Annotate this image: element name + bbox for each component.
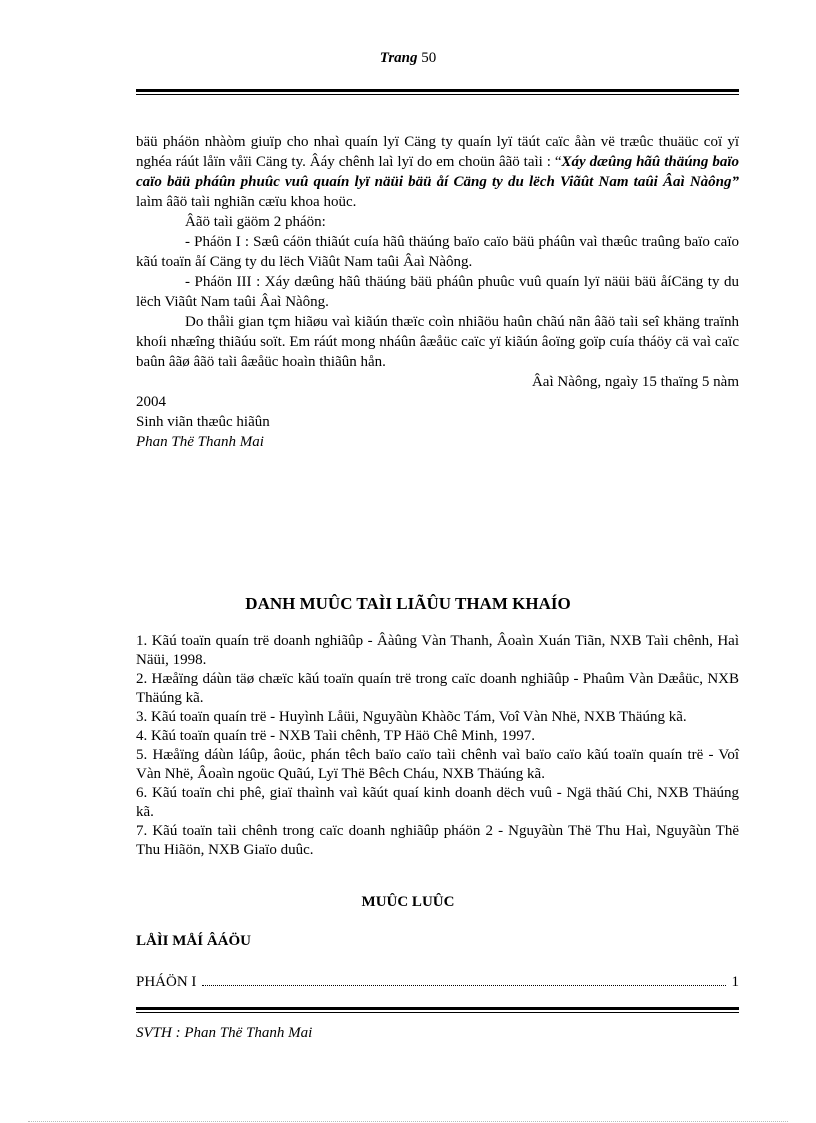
- date-line: Âaì Nàông, ngaìy 15 thaïng 5 nàm: [531, 374, 739, 390]
- reference-item: 4. Kãú toaïn quaín trë - NXB Taìi chênh, TP Häö Chê Minh, 1997.: [136, 728, 536, 744]
- page-label: Trang: [379, 50, 418, 66]
- toc-row-page: 1: [731, 974, 739, 990]
- page-header: [0, 50, 816, 67]
- structure-line: Âãö taìi gäöm 2 pháön:: [185, 214, 326, 230]
- toc-leader-dots: [202, 973, 725, 986]
- year-line: 2004: [136, 394, 166, 410]
- part-three-line: - Pháön III : Xáy dæûng hãû thäúng bäü pháûn phuûc vuû quaín lyï näüi bäü åíCäng ty du lëch Viãût Nam taûi Âaì Nàông.: [136, 274, 739, 310]
- toc-title: MUÛC LUÛC: [361, 894, 455, 910]
- reference-item: 1. Kãú toaïn quaín trë doanh nghiãûp - Âàûng Vàn Thanh, Âoaìn Xuán Tiãn, NXB Taìi chênh, Haì Näüi, 1998.: [136, 633, 739, 668]
- references-title: DANH MUÛC TAÌI LIÃÛU THAM KHAÍO: [245, 594, 571, 613]
- toc-row-label: PHÁÖN I: [136, 974, 197, 990]
- reference-item: 2. Hæåïng dáùn täø chæïc kãú toaïn quaín trë trong caïc doanh nghiãûp - Phaûm Vàn Dæåüc, NXB Thäúng kã.: [136, 671, 739, 706]
- reference-item: 7. Kãú toaïn taìi chênh trong caïc doanh nghiãûp pháön 2 - Nguyãùn Thë Thu Haì, Nguyãùn Thë Thu Hiãön, NXB Giaïo duûc.: [136, 823, 739, 858]
- signer-role: Sinh viãn thæûc hiãûn: [136, 414, 270, 430]
- closing-paragraph: Do thåìi gian tçm hiãøu vaì kiãún thæïc coìn nhiãöu haûn chãú nãn âãö taìi seî khäng traïnh khoíi nhæîng thiãúu soït. Em ráút mong nháûn âæåüc caïc yï kiãún âoïng goïp cuía tháöy cä vaì caïc baûn âãø âãö taìi âæåüc hoaìn thiãûn hån.: [136, 314, 739, 370]
- thesis-title: Xáy dæûng hãû thäúng baïo caïo bäü pháûn phuûc vuû quaín lyï näüi bäü åí Cäng ty du lëch Viãût Nam taûi Âaì Nàông”: [136, 154, 739, 190]
- intro-section: [136, 132, 739, 452]
- part-one-line: - Pháön I : Sæû cáön thiãút cuía hãû thäúng baïo caïo bäü pháûn vaì thæûc traûng baïo caïo kãú toaïn åí Cäng ty du lëch Viãût Nam taûi Âaì Nàông.: [136, 234, 739, 270]
- reference-item: 3. Kãú toaïn quaín trë - Huyình Låüi, Nguyãùn Khàõc Tám, Voî Vàn Nhë, NXB Thäúng kã.: [136, 709, 687, 725]
- signer-name: Phan Thë Thanh Mai: [136, 434, 264, 450]
- reference-item: 6. Kãú toaïn chi phê, giaï thaình vaì kãút quaí kinh doanh dëch vuû - Ngä thãú Chi, NXB Thäúng kã.: [136, 785, 739, 820]
- intro-paragraph: bäü pháön nhàòm giuïp cho nhaì quaín lyï Cäng ty quaín lyï täút caïc åàn vë træûc thuäüc coï yï nghéa ráút låïn våïi Cäng ty. Âáy chênh laì lyï do em choün âãö taìi : “Xáy dæûng hãû thäúng baïo caïo bäü pháûn phuûc vuû quaín lyï näüi bäü åí Cäng ty du lëch Viãût Nam taûi Âaì Nàông” laìm âãö taìi nghiãn cæïu khoa hoüc.: [136, 134, 739, 210]
- toc-intro-heading: LÅÌI MÅÍ ÂÁÖU: [136, 933, 252, 949]
- toc-row: [136, 973, 739, 991]
- reference-item: 5. Hæåïng dáùn láûp, âoüc, phán têch baïo caïo taìi chênh vaì baïo caïo kãú toaïn quaín trë - Voî Vàn Nhë, Âoaìn ngoüc Quãú, Lyï Thë Bêch Cháu, NXB Thäúng kã.: [136, 747, 739, 782]
- page-number: 50: [421, 50, 437, 66]
- header-rule: [136, 89, 739, 95]
- footer-text: SVTH : Phan Thë Thanh Mai: [136, 1025, 313, 1041]
- footer-rule: [136, 1007, 739, 1013]
- references-list: [136, 632, 739, 860]
- page-edge: [28, 1121, 788, 1122]
